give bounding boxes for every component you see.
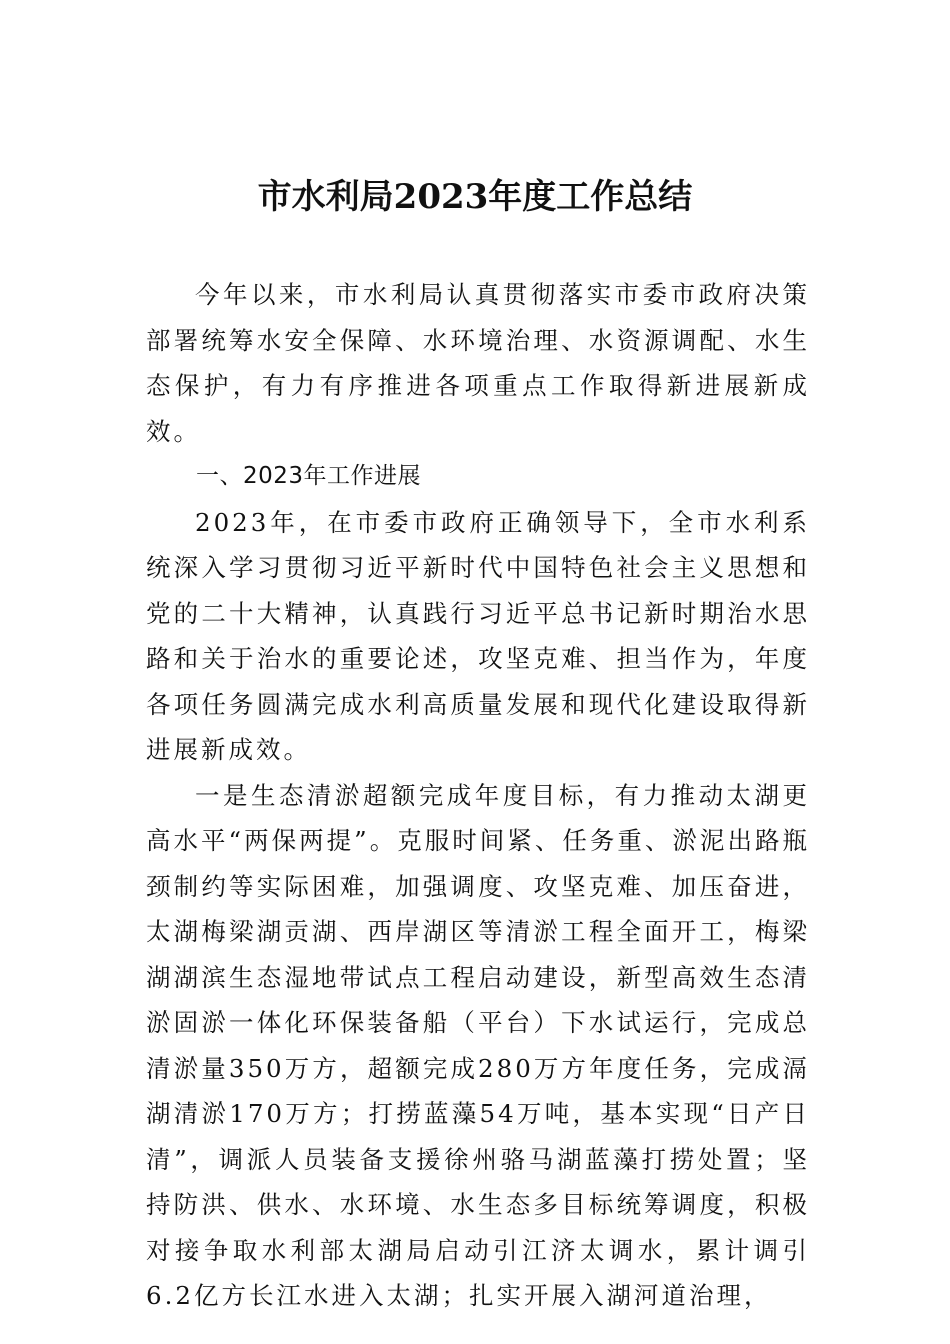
section-heading: 一、2023年工作进展 <box>196 463 422 489</box>
dredging-paragraph: 一是生态清淤超额完成年度目标，有力推动太湖更高水平“两保两提”。克服时间紧、任务重、淤泥出路瓶颈制约等实际困难，加强调度、攻坚克难、加压奋进，太湖梅梁湖贡湖、西岸湖区等清淤工程全面开工，梅梁湖湖滨生态湿地带试点工程启动建设，新型高效生态清淤固淤一体化环保装备船（平台）下水试运行，完成总清淤量350万方，超额完成280万方年度任务，完成滆湖清淤170万方；打捞蓝藻54万吨，基本实现“日产日清”，调派人员装备支援徐州骆马湖蓝藻打捞处置；坚持防洪、供水、水环境、水生态多目标统筹调度，积极对接争取水利部太湖局启动引江济太调水，累计调引6.2亿方长江水进入太湖；扎实开展入湖河道治理， <box>146 780 810 1310</box>
document-title: 市水利局2023年度工作总结 <box>257 177 693 217</box>
document-body <box>146 272 810 1319</box>
overview-paragraph: 2023年，在市委市政府正确领导下，全市水利系统深入学习贯彻习近平新时代中国特色社会主义思想和党的二十大精神，认真践行习近平总书记新时期治水思路和关于治水的重要论述，攻坚克难、担当作为，年度各项任务圆满完成水利高质量发展和现代化建设取得新进展新成效。 <box>146 507 810 764</box>
intro-paragraph: 今年以来，市水利局认真贯彻落实市委市政府决策部署统筹水安全保障、水环境治理、水资源调配、水生态保护，有力有序推进各项重点工作取得新进展新成效。 <box>146 280 810 446</box>
